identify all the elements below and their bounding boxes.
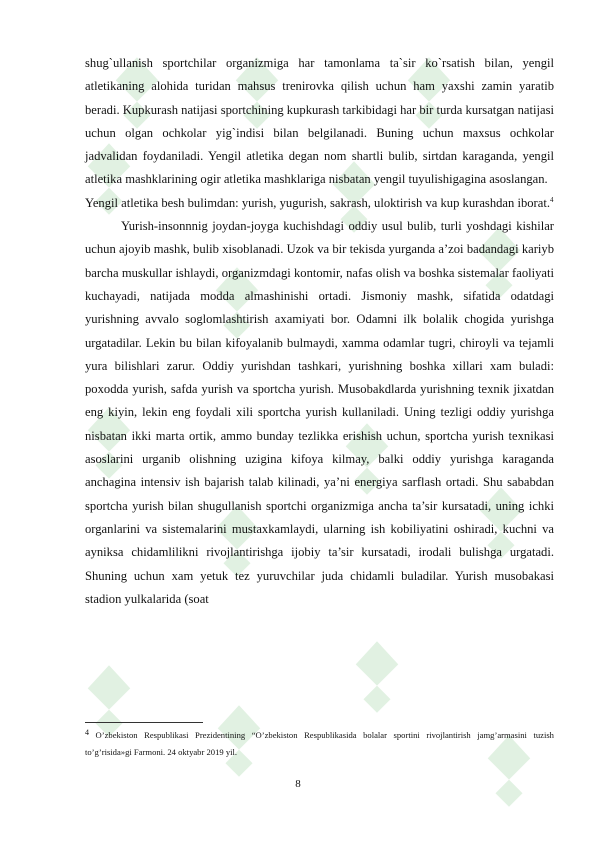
footnote-marker: 4 (85, 728, 89, 737)
footnote-reference[interactable]: 4 (549, 195, 554, 204)
paragraph: Yurish-insonnnig joydan-joyga kuchishdagi oddiy usul bulib, turli yoshdagi kishilar uchun ajoyib mashk, bulib xisoblanadi. Uzok va bir tekisda yurganda a’zoi badandagi kariyb barcha muskullar ishlaydi, organizmdagi kontomir, nafas olish va boshka sistemalar faoliyati kuchayadi, natijada modda almashinishi ortadi. Jismoniy mashk, sifatida odatdagi yurishning avvalo soglomlashtirish axamiyati bor. Odamni ilk bolalik chogida yurishga urgatadilar. Lekin bu bilan kifoyalanib bulmaydi, xamma odamlar tugri, chiroyli va tejamli yura bilishlari zarur. Oddiy yurishdan tashkari, yurishning boshka xillari xam buladi: poxodda yurish, safda yurish va sportcha yurish. Musobakdlarda yurishning texnik jixatdan eng kiyin, lekin eng foydali xili sportcha yurish kullaniladi. Uning tezligi oddiy yurishga nisbatan ikki marta ortik, ammo bunday tezlikka erishish uchun, sportcha yurish texnikasi asoslarini urganib olishning uzigina kifoya kilmay, balki oddiy yurishga karaganda anchagina intensiv ish bajarish talab kilinadi, ya’ni energiya sarflash ortadi. Shu sababdan sportcha yurish bilan shugullanish sportchi organizmiga ancha ta’sir kursatadi, uning ichki organlarini va sistemalarini mustaxkamlaydi, ularning ish kobiliyatini oshiradi, kuchni va ayniksa chidamlilikni rivojlantirishga ijobiy ta’sir kursatadi, irodali bulishga urgatadi. Shuning uchun xam yetuk tez yuruvchilar juda chidamli buladilar. Yurish musobakasi stadion yulkalarida (soat (85, 219, 554, 606)
paragraph-text: Yengil atletika besh bulimdan: yurish, yugurish, sakrash, uloktirish va kup kurashdan iborat. (85, 195, 550, 210)
paragraph: shug`ullanish sportchilar organizmiga har tamonlama ta`sir ko`rsatish bilan, yengil atletikaning alohida turidan mahsus trenirovka qilish uchun ham yaxshi zamin yaratib beradi. Kupkurash natijasi sportchining kupkurash tarkibidagi har bir turda kursatgan natijasi uchun olgan ochkolar yig`indisi bilan belgilanadi. Buning uchun maxsus ochkolar jadvalidan foydaniladi. Yengil atletika degan nom shartli bulib, sirtdan karaganda, yengil atletika mashklarining ogir atletika mashklariga nisbatan yengil tuyulishigagina asoslangan. (85, 56, 555, 187)
document-body (85, 52, 554, 611)
footnote-divider (85, 722, 203, 723)
footnote-text: O’zbekiston Respublikasi Prezidentining “O’zbekiston Respublikasida bolalar sportini rivojlantirish jamg’armasini tuzish to’g’risida»gi Farmoni. 24 oktyabr 2019 yil. (85, 730, 554, 757)
watermark-icon (348, 636, 406, 716)
footnote (85, 727, 554, 761)
page-number: 8 (295, 778, 301, 790)
paragraph (85, 192, 554, 215)
